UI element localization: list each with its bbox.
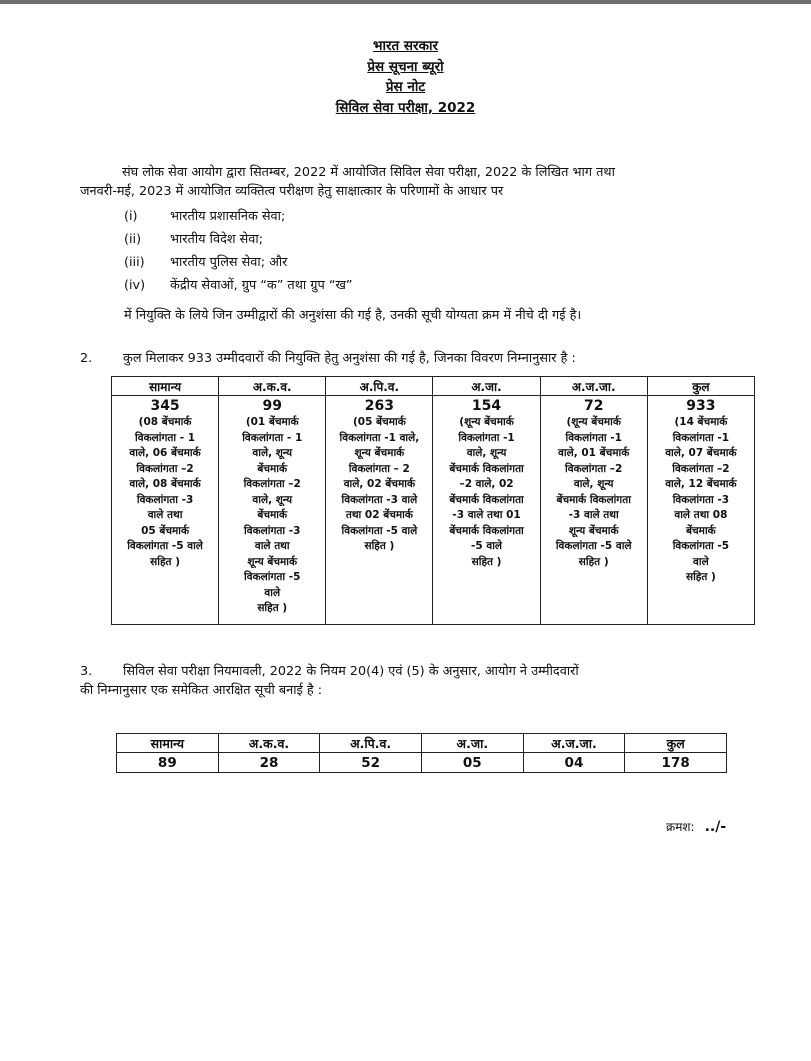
- col-total: कुल: [647, 377, 754, 396]
- detail-line: (01 बेंचमार्क: [245, 416, 299, 428]
- header-bureau: प्रेस सूचना ब्यूरो: [367, 58, 444, 75]
- detail-line: -5 वाले: [471, 540, 503, 552]
- continued-label: क्रमश:: [666, 820, 695, 834]
- detail-line: (08 बेंचमार्क: [138, 416, 192, 428]
- list-item-text: भारतीय प्रशासनिक सेवा;: [170, 209, 286, 224]
- list-item: [124, 276, 353, 299]
- list-item: [124, 207, 353, 230]
- continued-mark: ../-: [704, 819, 727, 835]
- cell-total: 345: [150, 398, 180, 414]
- cell-st: [540, 396, 647, 625]
- detail-line: बेंचमार्क विकलांगता: [449, 524, 524, 537]
- cell-total: 154: [471, 398, 502, 414]
- detail-line: विकलांगता -5 वाले: [127, 540, 203, 552]
- detail-line: शून्य बेंचमार्क: [568, 524, 619, 537]
- detail-line: विकलांगता –2: [672, 462, 730, 475]
- list-item-number: (iii): [124, 255, 145, 270]
- recommendation-table: [111, 376, 755, 625]
- list-item-number: (i): [124, 209, 138, 224]
- list-item-number: (iv): [124, 278, 146, 293]
- value-sc: 05: [421, 753, 523, 773]
- cell-total: 99: [262, 398, 282, 414]
- after-list-text: में नियुक्ति के लिये जिन उम्मीद्वारों की अनुशंसा की गई है, उनकी सूची योग्यता क्रम में नीचे दी गई है।: [124, 308, 582, 323]
- col-obc: अ.पि.व.: [326, 377, 433, 396]
- cell-sc: [433, 396, 540, 625]
- detail-line: –2 वाले, 02: [459, 478, 514, 490]
- document-header: [0, 36, 811, 118]
- detail-line: -3 वाले तथा 01: [452, 509, 521, 521]
- services-list: [124, 207, 353, 299]
- detail-line: (शून्य बेंचमार्क: [459, 416, 514, 428]
- detail-line: वाले, शून्य: [573, 478, 614, 490]
- intro-paragraph: [80, 163, 770, 201]
- value-general: 89: [117, 753, 219, 773]
- intro-line-1: संघ लोक सेवा आयोग द्वारा सितम्बर, 2022 में आयोजित सिविल सेवा परीक्षा, 2022 के लिखित भाग तथा: [122, 165, 615, 180]
- detail-line: बेंचमार्क: [686, 524, 716, 537]
- col-ews: अ.क.व.: [218, 734, 320, 753]
- value-st: 04: [523, 753, 625, 773]
- detail-line: (05 बेंचमार्क: [352, 416, 406, 428]
- top-border: [0, 0, 811, 4]
- detail-line: वाले तथा: [254, 540, 290, 552]
- list-item: [124, 253, 353, 276]
- detail-line: वाले, 06 बेंचमार्क: [129, 447, 201, 459]
- detail-line: विकलांगता -3: [136, 493, 194, 506]
- cell-details: [115, 415, 215, 570]
- detail-line: सहित ): [471, 555, 502, 568]
- cell-details: [222, 415, 322, 617]
- col-ews: अ.क.व.: [219, 377, 326, 396]
- detail-line: विकलांगता -5 वाले: [341, 524, 418, 537]
- detail-line: विकलांगता –2: [243, 478, 301, 490]
- paragraph-2-number: 2.: [80, 351, 93, 366]
- detail-line: विकलांगता -3: [672, 493, 730, 506]
- detail-line: बेंचमार्क विकलांगता: [449, 493, 524, 506]
- paragraph-3-number: 3.: [80, 664, 93, 679]
- detail-line: सहित ): [364, 540, 395, 552]
- detail-line: (14 बेंचमार्क: [674, 416, 728, 428]
- col-sc: अ.जा.: [433, 377, 540, 396]
- list-item-text: भारतीय विदेश सेवा;: [170, 232, 264, 247]
- list-item-text: केंद्रीय सेवाओं, ग्रुप “क” तथा ग्रुप “ख”: [170, 278, 353, 293]
- cell-total: 72: [583, 398, 604, 414]
- detail-line: सहित ): [257, 602, 288, 614]
- header-exam-title: सिविल सेवा परीक्षा, 2022: [335, 99, 476, 116]
- table-row: [117, 753, 727, 773]
- detail-line: विकलांगता -5 वाले: [555, 540, 632, 552]
- detail-line: विकलांगता –2: [565, 462, 623, 475]
- detail-line: वाले, शून्य: [252, 447, 293, 459]
- cell-details: [544, 415, 644, 570]
- table-header-row: [117, 734, 727, 753]
- detail-line: वाले, 02 बेंचमार्क: [343, 478, 416, 490]
- detail-line: विकलांगता - 1: [242, 431, 303, 444]
- reserve-list-table: [116, 733, 727, 773]
- detail-line: विकलांगता -1: [672, 431, 730, 444]
- detail-line: बेंचमार्क: [257, 509, 288, 521]
- detail-line: वाले, शून्य: [466, 447, 507, 459]
- header-press-note: प्रेस नोट: [385, 79, 426, 95]
- detail-line: विकलांगता –2: [136, 462, 194, 475]
- detail-line: वाले, 07 बेंचमार्क: [665, 447, 737, 459]
- list-item: [124, 230, 353, 253]
- col-general: सामान्य: [117, 734, 219, 753]
- table-row: [112, 396, 755, 625]
- paragraph-2: [80, 349, 576, 368]
- detail-line: बेंचमार्क: [257, 462, 288, 475]
- cell-obc: [326, 396, 433, 625]
- detail-line: वाले, शून्य: [252, 493, 293, 506]
- detail-line: 05 बेंचमार्क: [141, 524, 190, 537]
- detail-line: वाले तथा 08: [674, 509, 728, 521]
- detail-line: बेंचमार्क विकलांगता: [449, 462, 524, 475]
- detail-line: विकलांगता -3 वाले: [341, 493, 418, 506]
- detail-line: वाले: [693, 555, 709, 568]
- detail-line: विकलांगता – 2: [348, 462, 410, 475]
- detail-line: वाले तथा: [147, 509, 183, 521]
- header-government: भारत सरकार: [373, 38, 438, 54]
- detail-line: तथा 02 बेंचमार्क: [345, 509, 413, 521]
- cell-details: [436, 415, 536, 570]
- paragraph-3: [80, 662, 770, 700]
- detail-line: वाले: [264, 586, 281, 599]
- detail-line: शून्य बेंचमार्क: [354, 447, 405, 459]
- col-st: अ.ज.जा.: [540, 377, 647, 396]
- paragraph-2-text: कुल मिलाकर 933 उम्मीदवारों की नियुक्ति हेतु अनुशंसा की गई है, जिनका विवरण निम्नानुसार है :: [123, 351, 576, 366]
- paragraph-3-line-2: की निम्नानुसार एक समेकित आरक्षित सूची बनाई है :: [80, 683, 323, 698]
- detail-line: विकलांगता -1: [565, 431, 622, 444]
- detail-line: विकलांगता -5: [672, 540, 730, 552]
- list-item-text: भारतीय पुलिस सेवा; और: [170, 255, 288, 270]
- detail-line: विकलांगता -1: [458, 431, 515, 444]
- col-general: सामान्य: [112, 377, 219, 396]
- col-sc: अ.जा.: [421, 734, 523, 753]
- detail-line: (शून्य बेंचमार्क: [566, 416, 621, 428]
- value-ews: 28: [218, 753, 320, 773]
- col-st: अ.ज.जा.: [523, 734, 625, 753]
- intro-line-2: जनवरी-मई, 2023 में आयोजित व्यक्तित्व परीक्षण हेतु साक्षात्कार के परिणामों के आधार पर: [80, 184, 504, 199]
- continued-note: [666, 818, 726, 835]
- detail-line: विकलांगता -1 वाले,: [339, 431, 420, 444]
- detail-line: सहित ): [685, 571, 716, 583]
- value-total: 178: [625, 753, 727, 773]
- detail-line: बेंचमार्क विकलांगता: [556, 493, 631, 506]
- cell-total-column: [647, 396, 754, 625]
- col-obc: अ.पि.व.: [320, 734, 422, 753]
- detail-line: -3 वाले तथा: [568, 509, 619, 521]
- detail-line: विकलांगता -5: [244, 571, 301, 583]
- detail-line: विकलांगता -3: [244, 524, 301, 537]
- cell-details: [329, 415, 429, 555]
- detail-line: सहित ): [150, 555, 180, 568]
- table-header-row: [112, 377, 755, 396]
- detail-line: विकलांगता - 1: [135, 431, 196, 444]
- detail-line: वाले, 01 बेंचमार्क: [558, 447, 630, 459]
- cell-details: [651, 415, 751, 586]
- detail-line: सहित ): [578, 555, 609, 568]
- cell-total: 263: [364, 398, 394, 414]
- detail-line: शून्य बेंचमार्क: [247, 555, 298, 568]
- cell-total: 933: [686, 398, 716, 414]
- cell-general: [112, 396, 219, 625]
- list-item-number: (ii): [124, 232, 142, 247]
- detail-line: वाले, 08 बेंचमार्क: [129, 478, 201, 490]
- detail-line: वाले, 12 बेंचमार्क: [665, 478, 737, 490]
- paragraph-3-text: सिविल सेवा परीक्षा नियमावली, 2022 के नियम 20(4) एवं (5) के अनुसार, आयोग ने उम्मीदवारों: [123, 664, 579, 679]
- cell-ews: [219, 396, 326, 625]
- paragraph-3-line-1: [80, 662, 770, 681]
- col-total: कुल: [625, 734, 727, 753]
- value-obc: 52: [320, 753, 422, 773]
